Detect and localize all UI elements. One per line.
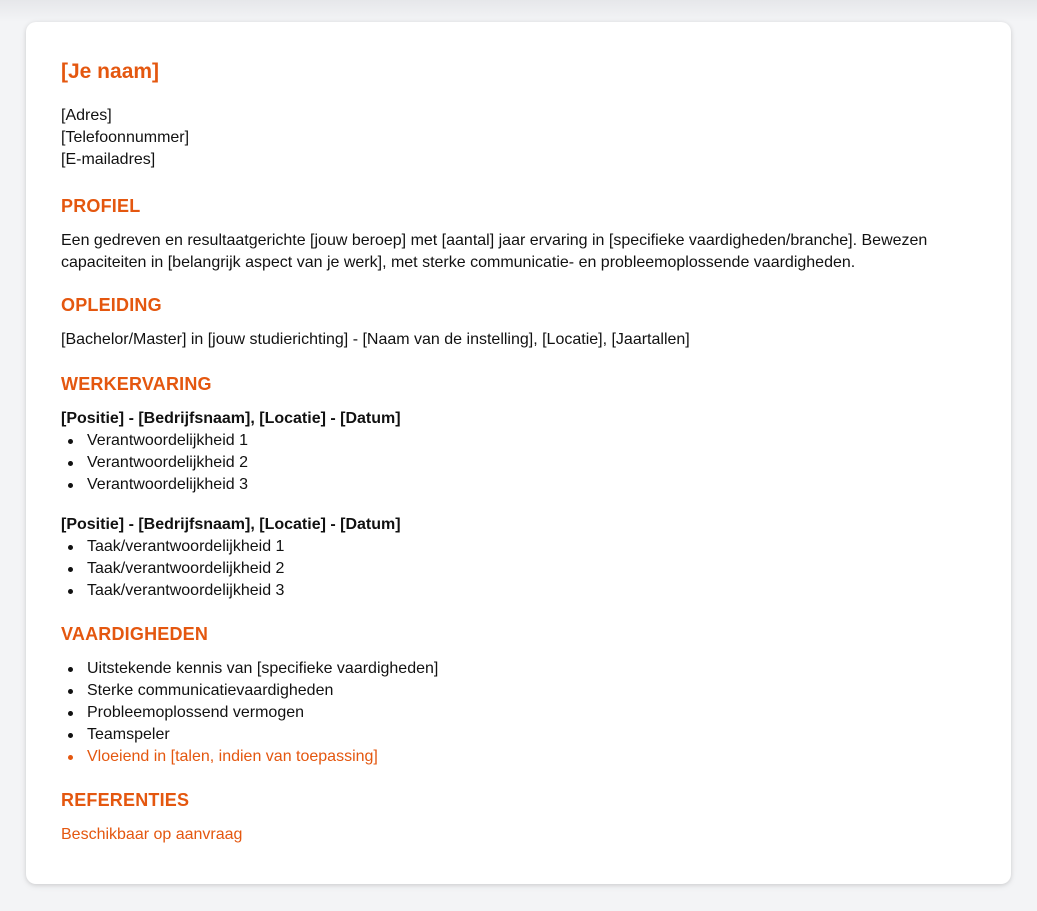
resume-name: [Je naam] bbox=[61, 60, 160, 83]
list-item-highlighted: Vloeiend in [talen, indien van toepassing] bbox=[87, 746, 976, 768]
profile-text: Een gedreven en resultaatgerichte [jouw beroep] met [aantal] jaar ervaring in [specifieke vaardigheden/branche]. Bewezen capaciteiten in [belangrijk aspect van je werk], met sterke communicatie- en probleemoplossende vaardigheden. bbox=[61, 232, 928, 271]
list-item: Taak/verantwoordelijkheid 2 bbox=[87, 558, 976, 580]
contact-email: [E-mailadres] bbox=[61, 151, 156, 168]
list-item: Taak/verantwoordelijkheid 1 bbox=[87, 536, 976, 558]
list-item: Taak/verantwoordelijkheid 3 bbox=[87, 580, 976, 602]
section-title-references: REFERENTIES bbox=[61, 790, 190, 810]
list-item: Verantwoordelijkheid 2 bbox=[87, 452, 976, 474]
list-item: Verantwoordelijkheid 3 bbox=[87, 474, 976, 496]
section-title-skills: VAARDIGHEDEN bbox=[61, 624, 209, 644]
contact-address: [Adres] bbox=[61, 107, 112, 124]
list-item: Uitstekende kennis van [specifieke vaardigheden] bbox=[87, 658, 976, 680]
section-title-profile: PROFIEL bbox=[61, 196, 141, 216]
contact-phone: [Telefoonnummer] bbox=[61, 129, 190, 146]
list-item: Sterke communicatievaardigheden bbox=[87, 680, 976, 702]
section-title-experience: WERKERVARING bbox=[61, 374, 212, 394]
resume-card bbox=[26, 22, 1011, 884]
section-title-education: OPLEIDING bbox=[61, 295, 162, 315]
list-item: Teamspeler bbox=[87, 724, 976, 746]
skills-list bbox=[61, 658, 976, 768]
education-text: [Bachelor/Master] in [jouw studierichting] - [Naam van de instelling], [Locatie], [Jaartallen] bbox=[61, 331, 690, 348]
contact-block bbox=[61, 105, 976, 171]
list-item: Verantwoordelijkheid 1 bbox=[87, 430, 976, 452]
job-heading: [Positie] - [Bedrijfsnaam], [Locatie] - [Datum] bbox=[61, 516, 401, 533]
job-responsibilities bbox=[61, 536, 976, 602]
references-text: Beschikbaar op aanvraag bbox=[61, 826, 243, 843]
job-heading: [Positie] - [Bedrijfsnaam], [Locatie] - [Datum] bbox=[61, 410, 401, 427]
job-entry bbox=[61, 514, 976, 602]
top-shade bbox=[0, 0, 1037, 22]
job-entry bbox=[61, 408, 976, 496]
list-item: Probleemoplossend vermogen bbox=[87, 702, 976, 724]
job-responsibilities bbox=[61, 430, 976, 496]
